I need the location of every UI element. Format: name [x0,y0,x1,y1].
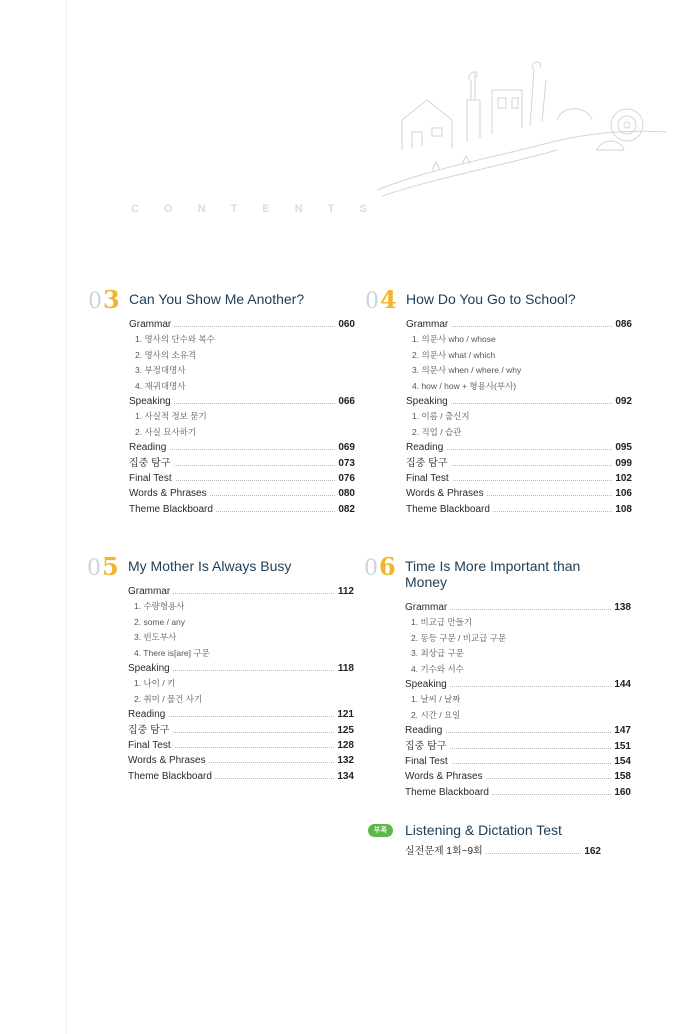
toc-page-number: 144 [611,677,631,692]
toc-item-label: Words & Phrases [406,486,487,501]
toc-item-label: Reading [128,707,168,722]
toc-item-label: 1. 이름 / 출신지 [412,409,473,424]
toc-item [406,456,632,471]
toc-item-label: Theme Blackboard [405,785,492,800]
toc-item-label: 4. how / how + 형용사(부사) [412,379,519,394]
toc-item [406,471,632,486]
toc-page-number: 158 [611,769,631,784]
toc-item [405,785,631,800]
toc-item [128,753,354,768]
toc-page-number: 134 [334,769,354,784]
toc-subitem [405,708,631,723]
toc-page-number: 082 [335,502,355,517]
toc-item-label: Final Test [128,738,174,753]
toc-page-number: 132 [334,753,354,768]
toc-item-label: 2. some / any [134,615,188,630]
toc-page-number: 151 [611,739,631,754]
toc-item-label: Final Test [129,471,175,486]
toc-item [406,486,632,501]
toc-item-label: Speaking [129,394,174,409]
toc-item-label: 2. 취미 / 물건 사기 [134,692,205,707]
toc-item [129,471,355,486]
toc-item [128,769,354,784]
toc-item [406,440,632,455]
unit-title: How Do You Go to School? [406,291,576,307]
toc-item-label: 4. 기수와 서수 [411,662,467,677]
toc-item-label: Reading [405,723,445,738]
toc-subitem [128,599,354,614]
unit-title: Time Is More Important than Money [405,558,581,590]
unit-number: 03 [88,285,121,314]
toc-item-label: 1. 의문사 who / whose [412,332,499,347]
unit-04-block [365,285,632,517]
toc-item [128,707,354,722]
unit-header [365,285,632,317]
toc-item-label: Words & Phrases [405,769,486,784]
toc-item-label: 집중 탐구 [128,723,172,738]
toc-item-label: Grammar [406,317,451,332]
toc-item-label: 1. 사실적 정보 묻기 [135,409,210,424]
toc-item-label: Words & Phrases [128,753,209,768]
toc-page-number: 128 [334,738,354,753]
toc-subitem [406,425,632,440]
unit-number: 05 [87,552,120,581]
toc-item-label: 2. 명사의 소유격 [135,348,199,363]
toc-subitem [405,631,631,646]
toc-page-number: 060 [335,317,355,332]
toc-page-number: 108 [612,502,632,517]
toc-item-label: Grammar [129,317,174,332]
toc-subitem [129,332,355,347]
toc-page-number: 147 [611,723,631,738]
toc-page-number: 086 [612,317,632,332]
toc-item-label: 2. 직업 / 습관 [412,425,464,440]
toc-item [129,486,355,501]
toc-item [405,754,631,769]
toc-subitem [128,692,354,707]
toc-page-number: 154 [611,754,631,769]
toc-subitem [406,409,632,424]
toc-page-number: 102 [612,471,632,486]
toc-item-label: Speaking [128,661,173,676]
unit-rows [128,584,354,784]
toc-page-number: 138 [611,600,631,615]
toc-item-label: Speaking [406,394,451,409]
unit-05-block [87,552,354,784]
toc-item-label: Final Test [405,754,451,769]
unit-title: My Mother Is Always Busy [128,558,292,574]
toc-item-label: 3. 의문사 when / where / why [412,363,524,378]
toc-item-label: Speaking [405,677,450,692]
unit-title: Can You Show Me Another? [129,291,305,307]
toc-item [405,723,631,738]
toc-subitem [129,409,355,424]
toc-subitem [129,363,355,378]
unit-rows [405,600,631,800]
toc-item [129,502,355,517]
toc-subitem [128,615,354,630]
unit-03-block [88,285,355,517]
toc-subitem [128,646,354,661]
toc-item-label: Words & Phrases [129,486,210,501]
toc-page-number: 106 [612,486,632,501]
toc-page-number: 076 [335,471,355,486]
toc-item [405,739,631,754]
toc-subitem [128,676,354,691]
toc-page-number: 160 [611,785,631,800]
toc-item [405,769,631,784]
unit-header [364,552,631,600]
toc-item [128,661,354,676]
toc-page-number: 099 [612,456,632,471]
toc-item-label: Grammar [405,600,450,615]
toc-item [405,844,601,859]
toc-page-number: 095 [612,440,632,455]
toc-item-label: Grammar [128,584,173,599]
toc-subitem [406,363,632,378]
toc-item-label: 3. 최상급 구문 [411,646,467,661]
toc-item-label: 3. 빈도부사 [134,630,179,645]
toc-item-label: Reading [406,440,446,455]
unit-06-block [364,552,631,800]
toc-subitem [128,630,354,645]
toc-item-label: 1. 나이 / 키 [134,676,178,691]
toc-item [406,502,632,517]
sketch-house-hill-illustration [372,50,672,200]
toc-subitem [405,662,631,677]
toc-subitem [405,615,631,630]
toc-item-label: 집중 탐구 [129,456,173,471]
toc-page-number: 092 [612,394,632,409]
toc-item-label: Theme Blackboard [129,502,216,517]
toc-page-number: 162 [581,844,601,859]
contents-heading: C O N T E N T S [131,203,378,215]
appendix-badge: 부록 [368,824,393,837]
toc-item-label: 1. 날씨 / 날짜 [411,692,463,707]
toc-page-number: 112 [335,584,354,599]
toc-item-label: Final Test [406,471,452,486]
toc-page-number: 069 [335,440,355,455]
toc-subitem [406,332,632,347]
toc-item-label: 2. 의문사 what / which [412,348,498,363]
toc-page-number: 073 [335,456,355,471]
toc-item-label: 1. 비교급 만들기 [411,615,475,630]
toc-item [129,394,355,409]
toc-item [406,394,632,409]
toc-item [128,723,354,738]
toc-page-number: 121 [334,707,354,722]
unit-header [88,285,355,317]
toc-subitem [129,348,355,363]
toc-item-label: 4. 재귀대명사 [135,379,189,394]
toc-item [129,317,355,332]
toc-item-label: 실전문제 1회~9회 [405,844,486,859]
toc-subitem [129,425,355,440]
toc-item [406,317,632,332]
unit-header [87,552,354,584]
toc-item-label: 집중 탐구 [405,739,449,754]
toc-item-label: 3. 부정대명사 [135,363,189,378]
toc-item-label: 4. There is[are] 구문 [134,646,213,661]
toc-item [129,440,355,455]
toc-page-number: 125 [334,723,354,738]
page-spine-line [66,0,67,1034]
toc-item-label: 2. 동등 구문 / 비교급 구문 [411,631,509,646]
unit-rows [406,317,632,517]
toc-item-label: Theme Blackboard [406,502,493,517]
toc-subitem [406,348,632,363]
toc-item-label: 2. 시간 / 요일 [411,708,463,723]
toc-item [128,738,354,753]
unit-number: 06 [364,552,397,581]
toc-item-label: Reading [129,440,169,455]
toc-item [128,584,354,599]
toc-item-label: Theme Blackboard [128,769,215,784]
toc-subitem [405,692,631,707]
toc-item-label: 집중 탐구 [406,456,450,471]
toc-item [405,600,631,615]
toc-item-label: 2. 사실 묘사하기 [135,425,199,440]
toc-item [405,677,631,692]
toc-page-number: 118 [335,661,354,676]
toc-item-label: 1. 명사의 단수와 복수 [135,332,218,347]
toc-subitem [406,379,632,394]
toc-subitem [129,379,355,394]
appendix-title: Listening & Dictation Test [405,822,562,838]
unit-number: 04 [365,285,398,314]
toc-item-label: 1. 수량형용사 [134,599,188,614]
toc-subitem [405,646,631,661]
toc-item [129,456,355,471]
toc-page-number: 066 [335,394,355,409]
appendix-rows [405,844,601,859]
toc-page-number: 080 [335,486,355,501]
unit-rows [129,317,355,517]
